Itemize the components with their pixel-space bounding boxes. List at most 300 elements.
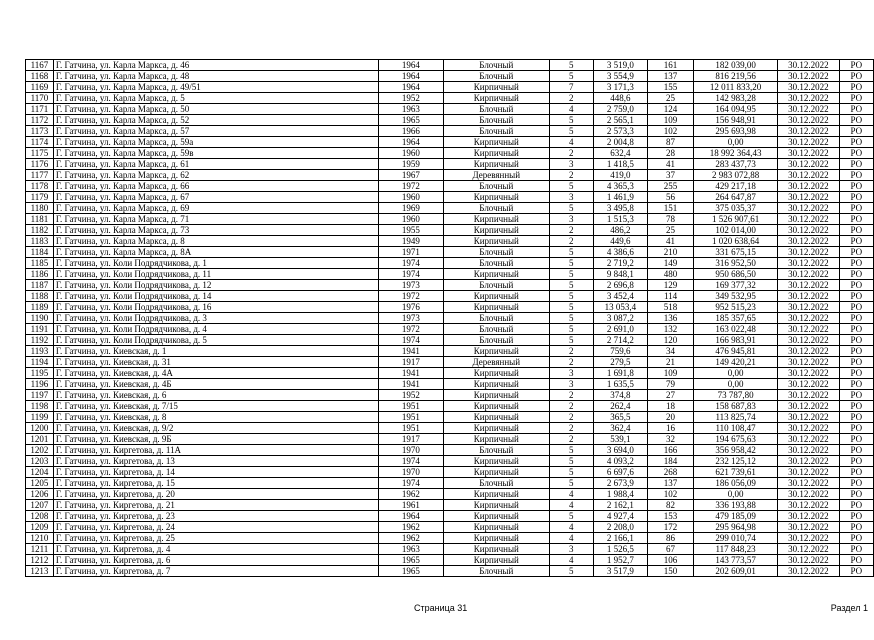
code-cell: РО bbox=[839, 104, 873, 115]
floors-cell: 2 bbox=[549, 412, 593, 423]
floors-cell: 5 bbox=[549, 313, 593, 324]
row-number-cell: 1193 bbox=[26, 346, 54, 357]
residents-cell: 25 bbox=[648, 93, 694, 104]
floors-cell: 2 bbox=[549, 390, 593, 401]
wall-material-cell: Блочный bbox=[443, 478, 549, 489]
amount-cell: 186 056,09 bbox=[694, 478, 778, 489]
address-cell: Г. Гатчина, ул. Карла Маркса, д. 59в bbox=[53, 148, 378, 159]
table-row bbox=[26, 423, 874, 434]
code-cell: РО bbox=[839, 324, 873, 335]
amount-cell: 264 647,87 bbox=[694, 192, 778, 203]
housing-registry-table bbox=[25, 59, 874, 577]
row-number-cell: 1202 bbox=[26, 445, 54, 456]
floors-cell: 2 bbox=[549, 170, 593, 181]
year-built-cell: 1970 bbox=[379, 467, 444, 478]
floors-cell: 5 bbox=[549, 60, 593, 71]
table-row bbox=[26, 456, 874, 467]
area-cell: 2 696,8 bbox=[593, 280, 647, 291]
floors-cell: 4 bbox=[549, 533, 593, 544]
residents-cell: 34 bbox=[648, 346, 694, 357]
row-number-cell: 1186 bbox=[26, 269, 54, 280]
table-row bbox=[26, 137, 874, 148]
wall-material-cell: Кирпичный bbox=[443, 302, 549, 313]
residents-cell: 137 bbox=[648, 71, 694, 82]
table-row bbox=[26, 93, 874, 104]
wall-material-cell: Деревянный bbox=[443, 170, 549, 181]
floors-cell: 4 bbox=[549, 522, 593, 533]
date-cell: 30.12.2022 bbox=[778, 346, 839, 357]
year-built-cell: 1971 bbox=[379, 247, 444, 258]
address-cell: Г. Гатчина, ул. Карла Маркса, д. 5 bbox=[53, 93, 378, 104]
year-built-cell: 1973 bbox=[379, 280, 444, 291]
year-built-cell: 1955 bbox=[379, 225, 444, 236]
date-cell: 30.12.2022 bbox=[778, 93, 839, 104]
address-cell: Г. Гатчина, ул. Карла Маркса, д. 50 bbox=[53, 104, 378, 115]
area-cell: 3 517,9 bbox=[593, 566, 647, 577]
table-row bbox=[26, 489, 874, 500]
table-row bbox=[26, 500, 874, 511]
table-row bbox=[26, 434, 874, 445]
year-built-cell: 1941 bbox=[379, 368, 444, 379]
wall-material-cell: Деревянный bbox=[443, 357, 549, 368]
table-row bbox=[26, 181, 874, 192]
code-cell: РО bbox=[839, 115, 873, 126]
floors-cell: 3 bbox=[549, 214, 593, 225]
code-cell: РО bbox=[839, 214, 873, 225]
area-cell: 1 461,9 bbox=[593, 192, 647, 203]
date-cell: 30.12.2022 bbox=[778, 302, 839, 313]
row-number-cell: 1195 bbox=[26, 368, 54, 379]
area-cell: 449,6 bbox=[593, 236, 647, 247]
residents-cell: 153 bbox=[648, 511, 694, 522]
date-cell: 30.12.2022 bbox=[778, 412, 839, 423]
year-built-cell: 1941 bbox=[379, 379, 444, 390]
table-row bbox=[26, 269, 874, 280]
table-row bbox=[26, 203, 874, 214]
date-cell: 30.12.2022 bbox=[778, 467, 839, 478]
year-built-cell: 1972 bbox=[379, 324, 444, 335]
address-cell: Г. Гатчина, ул. Карла Маркса, д. 8 bbox=[53, 236, 378, 247]
code-cell: РО bbox=[839, 82, 873, 93]
area-cell: 2 573,3 bbox=[593, 126, 647, 137]
wall-material-cell: Кирпичный bbox=[443, 214, 549, 225]
area-cell: 1 515,3 bbox=[593, 214, 647, 225]
wall-material-cell: Блочный bbox=[443, 445, 549, 456]
residents-cell: 82 bbox=[648, 500, 694, 511]
residents-cell: 155 bbox=[648, 82, 694, 93]
row-number-cell: 1200 bbox=[26, 423, 54, 434]
row-number-cell: 1174 bbox=[26, 137, 54, 148]
wall-material-cell: Блочный bbox=[443, 335, 549, 346]
residents-cell: 268 bbox=[648, 467, 694, 478]
area-cell: 3 519,0 bbox=[593, 60, 647, 71]
amount-cell: 429 217,18 bbox=[694, 181, 778, 192]
table-row bbox=[26, 346, 874, 357]
floors-cell: 5 bbox=[549, 467, 593, 478]
wall-material-cell: Блочный bbox=[443, 324, 549, 335]
table-row bbox=[26, 357, 874, 368]
table-row bbox=[26, 511, 874, 522]
wall-material-cell: Кирпичный bbox=[443, 192, 549, 203]
table-row bbox=[26, 126, 874, 137]
address-cell: Г. Гатчина, ул. Киргетова, д. 14 bbox=[53, 467, 378, 478]
floors-cell: 2 bbox=[549, 225, 593, 236]
address-cell: Г. Гатчина, ул. Карла Маркса, д. 67 bbox=[53, 192, 378, 203]
floors-cell: 5 bbox=[549, 258, 593, 269]
amount-cell: 1 526 907,61 bbox=[694, 214, 778, 225]
date-cell: 30.12.2022 bbox=[778, 181, 839, 192]
table-row bbox=[26, 280, 874, 291]
year-built-cell: 1959 bbox=[379, 159, 444, 170]
year-built-cell: 1972 bbox=[379, 291, 444, 302]
table-row bbox=[26, 401, 874, 412]
table-row bbox=[26, 71, 874, 82]
row-number-cell: 1182 bbox=[26, 225, 54, 236]
area-cell: 759,6 bbox=[593, 346, 647, 357]
code-cell: РО bbox=[839, 544, 873, 555]
wall-material-cell: Блочный bbox=[443, 280, 549, 291]
amount-cell: 375 035,37 bbox=[694, 203, 778, 214]
wall-material-cell: Кирпичный bbox=[443, 148, 549, 159]
amount-cell: 169 377,32 bbox=[694, 280, 778, 291]
wall-material-cell: Блочный bbox=[443, 115, 549, 126]
date-cell: 30.12.2022 bbox=[778, 236, 839, 247]
date-cell: 30.12.2022 bbox=[778, 313, 839, 324]
row-number-cell: 1179 bbox=[26, 192, 54, 203]
date-cell: 30.12.2022 bbox=[778, 324, 839, 335]
floors-cell: 5 bbox=[549, 302, 593, 313]
row-number-cell: 1212 bbox=[26, 555, 54, 566]
address-cell: Г. Гатчина, ул. Киргетова, д. 21 bbox=[53, 500, 378, 511]
row-number-cell: 1211 bbox=[26, 544, 54, 555]
residents-cell: 106 bbox=[648, 555, 694, 566]
date-cell: 30.12.2022 bbox=[778, 214, 839, 225]
wall-material-cell: Кирпичный bbox=[443, 544, 549, 555]
residents-cell: 28 bbox=[648, 148, 694, 159]
date-cell: 30.12.2022 bbox=[778, 126, 839, 137]
residents-cell: 27 bbox=[648, 390, 694, 401]
area-cell: 2 208,0 bbox=[593, 522, 647, 533]
date-cell: 30.12.2022 bbox=[778, 115, 839, 126]
code-cell: РО bbox=[839, 401, 873, 412]
row-number-cell: 1206 bbox=[26, 489, 54, 500]
area-cell: 4 386,6 bbox=[593, 247, 647, 258]
floors-cell: 5 bbox=[549, 511, 593, 522]
residents-cell: 120 bbox=[648, 335, 694, 346]
wall-material-cell: Блочный bbox=[443, 247, 549, 258]
code-cell: РО bbox=[839, 456, 873, 467]
residents-cell: 79 bbox=[648, 379, 694, 390]
year-built-cell: 1964 bbox=[379, 137, 444, 148]
wall-material-cell: Кирпичный bbox=[443, 269, 549, 280]
date-cell: 30.12.2022 bbox=[778, 500, 839, 511]
amount-cell: 950 686,50 bbox=[694, 269, 778, 280]
code-cell: РО bbox=[839, 489, 873, 500]
wall-material-cell: Кирпичный bbox=[443, 467, 549, 478]
code-cell: РО bbox=[839, 412, 873, 423]
wall-material-cell: Кирпичный bbox=[443, 401, 549, 412]
date-cell: 30.12.2022 bbox=[778, 159, 839, 170]
year-built-cell: 1951 bbox=[379, 412, 444, 423]
row-number-cell: 1167 bbox=[26, 60, 54, 71]
address-cell: Г. Гатчина, ул. Киевская, д. 9/2 bbox=[53, 423, 378, 434]
amount-cell: 479 185,09 bbox=[694, 511, 778, 522]
amount-cell: 194 675,63 bbox=[694, 434, 778, 445]
table-row bbox=[26, 368, 874, 379]
wall-material-cell: Блочный bbox=[443, 71, 549, 82]
address-cell: Г. Гатчина, ул. Киевская, д. 31 bbox=[53, 357, 378, 368]
code-cell: РО bbox=[839, 302, 873, 313]
address-cell: Г. Гатчина, ул. Карла Маркса, д. 69 bbox=[53, 203, 378, 214]
area-cell: 1 635,5 bbox=[593, 379, 647, 390]
floors-cell: 4 bbox=[549, 500, 593, 511]
code-cell: РО bbox=[839, 71, 873, 82]
floors-cell: 5 bbox=[549, 115, 593, 126]
date-cell: 30.12.2022 bbox=[778, 258, 839, 269]
row-number-cell: 1189 bbox=[26, 302, 54, 313]
row-number-cell: 1192 bbox=[26, 335, 54, 346]
year-built-cell: 1965 bbox=[379, 555, 444, 566]
year-built-cell: 1964 bbox=[379, 71, 444, 82]
amount-cell: 2 983 072,88 bbox=[694, 170, 778, 181]
floors-cell: 5 bbox=[549, 335, 593, 346]
address-cell: Г. Гатчина, ул. Карла Маркса, д. 46 bbox=[53, 60, 378, 71]
floors-cell: 4 bbox=[549, 104, 593, 115]
table-row bbox=[26, 379, 874, 390]
year-built-cell: 1961 bbox=[379, 500, 444, 511]
date-cell: 30.12.2022 bbox=[778, 522, 839, 533]
address-cell: Г. Гатчина, ул. Киргетова, д. 25 bbox=[53, 533, 378, 544]
date-cell: 30.12.2022 bbox=[778, 104, 839, 115]
area-cell: 2 673,9 bbox=[593, 478, 647, 489]
year-built-cell: 1973 bbox=[379, 313, 444, 324]
year-built-cell: 1964 bbox=[379, 60, 444, 71]
code-cell: РО bbox=[839, 434, 873, 445]
row-number-cell: 1168 bbox=[26, 71, 54, 82]
area-cell: 3 495,8 bbox=[593, 203, 647, 214]
amount-cell: 356 958,42 bbox=[694, 445, 778, 456]
table-row bbox=[26, 478, 874, 489]
year-built-cell: 1962 bbox=[379, 522, 444, 533]
table-row bbox=[26, 115, 874, 126]
residents-cell: 172 bbox=[648, 522, 694, 533]
address-cell: Г. Гатчина, ул. Коли Подрядчикова, д. 16 bbox=[53, 302, 378, 313]
address-cell: Г. Гатчина, ул. Коли Подрядчикова, д. 12 bbox=[53, 280, 378, 291]
area-cell: 362,4 bbox=[593, 423, 647, 434]
wall-material-cell: Блочный bbox=[443, 60, 549, 71]
year-built-cell: 1962 bbox=[379, 533, 444, 544]
residents-cell: 18 bbox=[648, 401, 694, 412]
amount-cell: 816 219,56 bbox=[694, 71, 778, 82]
floors-cell: 5 bbox=[549, 456, 593, 467]
code-cell: РО bbox=[839, 313, 873, 324]
date-cell: 30.12.2022 bbox=[778, 423, 839, 434]
amount-cell: 0,00 bbox=[694, 368, 778, 379]
year-built-cell: 1969 bbox=[379, 203, 444, 214]
floors-cell: 5 bbox=[549, 181, 593, 192]
wall-material-cell: Кирпичный bbox=[443, 159, 549, 170]
area-cell: 632,4 bbox=[593, 148, 647, 159]
area-cell: 1 988,4 bbox=[593, 489, 647, 500]
wall-material-cell: Кирпичный bbox=[443, 82, 549, 93]
area-cell: 13 053,4 bbox=[593, 302, 647, 313]
residents-cell: 41 bbox=[648, 236, 694, 247]
code-cell: РО bbox=[839, 148, 873, 159]
row-number-cell: 1185 bbox=[26, 258, 54, 269]
amount-cell: 73 787,80 bbox=[694, 390, 778, 401]
address-cell: Г. Гатчина, ул. Киевская, д. 8 bbox=[53, 412, 378, 423]
row-number-cell: 1170 bbox=[26, 93, 54, 104]
table-row bbox=[26, 467, 874, 478]
amount-cell: 185 357,65 bbox=[694, 313, 778, 324]
amount-cell: 149 420,21 bbox=[694, 357, 778, 368]
code-cell: РО bbox=[839, 269, 873, 280]
address-cell: Г. Гатчина, ул. Карла Маркса, д. 59а bbox=[53, 137, 378, 148]
area-cell: 6 697,6 bbox=[593, 467, 647, 478]
residents-cell: 114 bbox=[648, 291, 694, 302]
year-built-cell: 1972 bbox=[379, 181, 444, 192]
residents-cell: 41 bbox=[648, 159, 694, 170]
date-cell: 30.12.2022 bbox=[778, 335, 839, 346]
amount-cell: 163 022,48 bbox=[694, 324, 778, 335]
wall-material-cell: Кирпичный bbox=[443, 511, 549, 522]
address-cell: Г. Гатчина, ул. Киевская, д. 4А bbox=[53, 368, 378, 379]
residents-cell: 518 bbox=[648, 302, 694, 313]
address-cell: Г. Гатчина, ул. Киевская, д. 9Б bbox=[53, 434, 378, 445]
wall-material-cell: Кирпичный bbox=[443, 434, 549, 445]
row-number-cell: 1175 bbox=[26, 148, 54, 159]
address-cell: Г. Гатчина, ул. Карла Маркса, д. 49/51 bbox=[53, 82, 378, 93]
address-cell: Г. Гатчина, ул. Карла Маркса, д. 52 bbox=[53, 115, 378, 126]
code-cell: РО bbox=[839, 511, 873, 522]
address-cell: Г. Гатчина, ул. Коли Подрядчикова, д. 4 bbox=[53, 324, 378, 335]
address-cell: Г. Гатчина, ул. Киевская, д. 1 bbox=[53, 346, 378, 357]
floors-cell: 5 bbox=[549, 478, 593, 489]
amount-cell: 331 675,15 bbox=[694, 247, 778, 258]
date-cell: 30.12.2022 bbox=[778, 203, 839, 214]
year-built-cell: 1974 bbox=[379, 478, 444, 489]
row-number-cell: 1210 bbox=[26, 533, 54, 544]
wall-material-cell: Кирпичный bbox=[443, 555, 549, 566]
area-cell: 1 952,7 bbox=[593, 555, 647, 566]
code-cell: РО bbox=[839, 390, 873, 401]
wall-material-cell: Блочный bbox=[443, 203, 549, 214]
residents-cell: 67 bbox=[648, 544, 694, 555]
year-built-cell: 1974 bbox=[379, 269, 444, 280]
floors-cell: 2 bbox=[549, 346, 593, 357]
date-cell: 30.12.2022 bbox=[778, 368, 839, 379]
amount-cell: 299 010,74 bbox=[694, 533, 778, 544]
address-cell: Г. Гатчина, ул. Карла Маркса, д. 66 bbox=[53, 181, 378, 192]
row-number-cell: 1180 bbox=[26, 203, 54, 214]
residents-cell: 25 bbox=[648, 225, 694, 236]
address-cell: Г. Гатчина, ул. Киргетова, д. 15 bbox=[53, 478, 378, 489]
year-built-cell: 1951 bbox=[379, 423, 444, 434]
address-cell: Г. Гатчина, ул. Коли Подрядчикова, д. 11 bbox=[53, 269, 378, 280]
residents-cell: 32 bbox=[648, 434, 694, 445]
address-cell: Г. Гатчина, ул. Карла Маркса, д. 71 bbox=[53, 214, 378, 225]
address-cell: Г. Гатчина, ул. Киргетова, д. 20 bbox=[53, 489, 378, 500]
floors-cell: 4 bbox=[549, 489, 593, 500]
area-cell: 3 694,0 bbox=[593, 445, 647, 456]
code-cell: РО bbox=[839, 181, 873, 192]
area-cell: 1 418,5 bbox=[593, 159, 647, 170]
residents-cell: 184 bbox=[648, 456, 694, 467]
area-cell: 2 759,0 bbox=[593, 104, 647, 115]
residents-cell: 87 bbox=[648, 137, 694, 148]
wall-material-cell: Кирпичный bbox=[443, 137, 549, 148]
floors-cell: 5 bbox=[549, 203, 593, 214]
area-cell: 2 714,2 bbox=[593, 335, 647, 346]
date-cell: 30.12.2022 bbox=[778, 390, 839, 401]
year-built-cell: 1974 bbox=[379, 335, 444, 346]
area-cell: 419,0 bbox=[593, 170, 647, 181]
address-cell: Г. Гатчина, ул. Коли Подрядчикова, д. 1 bbox=[53, 258, 378, 269]
floors-cell: 3 bbox=[549, 544, 593, 555]
residents-cell: 136 bbox=[648, 313, 694, 324]
area-cell: 2 691,0 bbox=[593, 324, 647, 335]
code-cell: РО bbox=[839, 159, 873, 170]
amount-cell: 166 983,91 bbox=[694, 335, 778, 346]
residents-cell: 16 bbox=[648, 423, 694, 434]
floors-cell: 4 bbox=[549, 555, 593, 566]
area-cell: 262,4 bbox=[593, 401, 647, 412]
date-cell: 30.12.2022 bbox=[778, 148, 839, 159]
address-cell: Г. Гатчина, ул. Карла Маркса, д. 61 bbox=[53, 159, 378, 170]
year-built-cell: 1966 bbox=[379, 126, 444, 137]
row-number-cell: 1198 bbox=[26, 401, 54, 412]
floors-cell: 3 bbox=[549, 368, 593, 379]
amount-cell: 156 948,91 bbox=[694, 115, 778, 126]
year-built-cell: 1967 bbox=[379, 170, 444, 181]
floors-cell: 5 bbox=[549, 324, 593, 335]
row-number-cell: 1199 bbox=[26, 412, 54, 423]
year-built-cell: 1970 bbox=[379, 445, 444, 456]
floors-cell: 5 bbox=[549, 126, 593, 137]
residents-cell: 137 bbox=[648, 478, 694, 489]
code-cell: РО bbox=[839, 126, 873, 137]
residents-cell: 255 bbox=[648, 181, 694, 192]
address-cell: Г. Гатчина, ул. Карла Маркса, д. 62 bbox=[53, 170, 378, 181]
year-built-cell: 1976 bbox=[379, 302, 444, 313]
date-cell: 30.12.2022 bbox=[778, 379, 839, 390]
table-row bbox=[26, 544, 874, 555]
wall-material-cell: Кирпичный bbox=[443, 412, 549, 423]
area-cell: 374,8 bbox=[593, 390, 647, 401]
address-cell: Г. Гатчина, ул. Киевская, д. 6 bbox=[53, 390, 378, 401]
amount-cell: 113 825,74 bbox=[694, 412, 778, 423]
wall-material-cell: Кирпичный bbox=[443, 346, 549, 357]
address-cell: Г. Гатчина, ул. Карла Маркса, д. 8А bbox=[53, 247, 378, 258]
code-cell: РО bbox=[839, 335, 873, 346]
floors-cell: 5 bbox=[549, 269, 593, 280]
row-number-cell: 1191 bbox=[26, 324, 54, 335]
code-cell: РО bbox=[839, 170, 873, 181]
code-cell: РО bbox=[839, 236, 873, 247]
area-cell: 486,2 bbox=[593, 225, 647, 236]
date-cell: 30.12.2022 bbox=[778, 82, 839, 93]
address-cell: Г. Гатчина, ул. Киевская, д. 7/15 bbox=[53, 401, 378, 412]
code-cell: РО bbox=[839, 467, 873, 478]
address-cell: Г. Гатчина, ул. Киргетова, д. 6 bbox=[53, 555, 378, 566]
area-cell: 4 093,2 bbox=[593, 456, 647, 467]
floors-cell: 5 bbox=[549, 71, 593, 82]
table-row bbox=[26, 170, 874, 181]
residents-cell: 20 bbox=[648, 412, 694, 423]
address-cell: Г. Гатчина, ул. Коли Подрядчикова, д. 3 bbox=[53, 313, 378, 324]
code-cell: РО bbox=[839, 368, 873, 379]
floors-cell: 5 bbox=[549, 445, 593, 456]
